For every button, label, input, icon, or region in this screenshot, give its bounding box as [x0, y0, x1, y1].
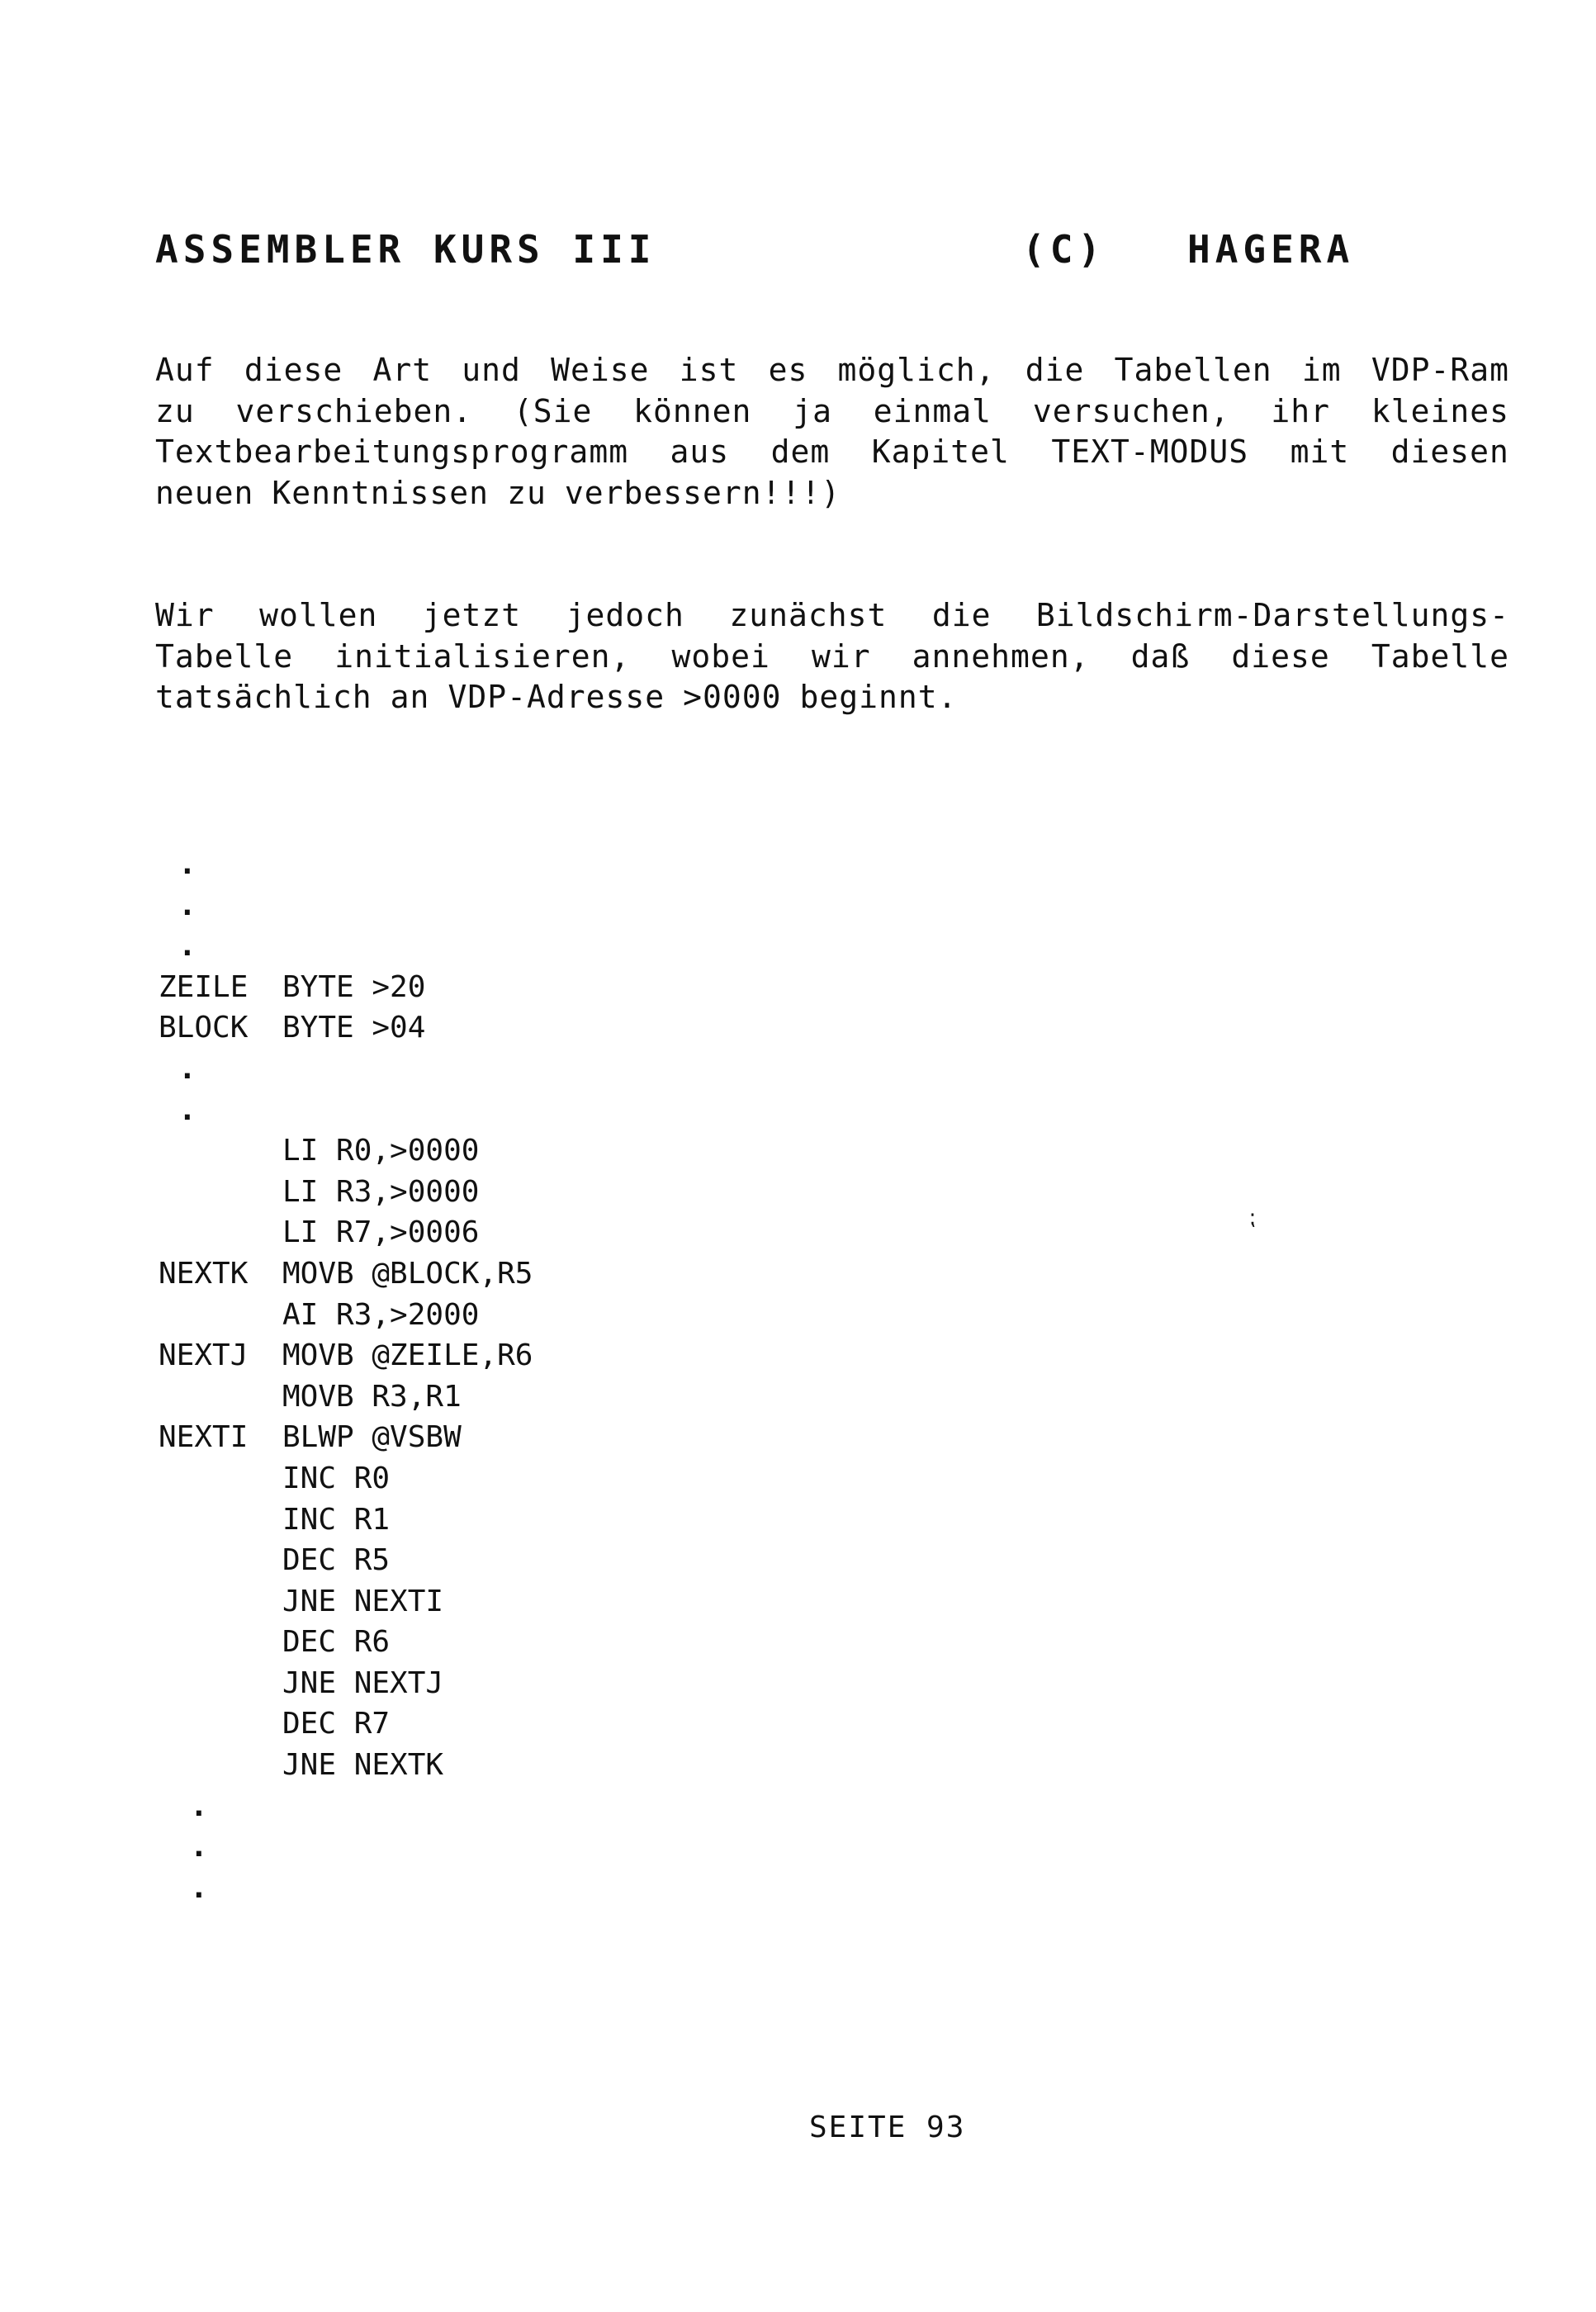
text-line [155, 432, 1509, 473]
word: einmal [873, 392, 992, 429]
ellipsis-dot: . [178, 929, 197, 964]
code-instruction: INC R1 [282, 1502, 391, 1537]
code-line [159, 967, 1149, 1008]
word: möglich, [837, 352, 996, 388]
code-line [159, 1499, 1149, 1541]
intro-paragraph [155, 350, 1509, 514]
code-line [159, 1007, 1149, 1049]
code-instruction: LI R0,>0000 [282, 1134, 480, 1168]
word: wobei [671, 637, 770, 675]
course-title: ASSEMBLER KURS III [155, 227, 656, 272]
code-instruction: LI R3,>0000 [282, 1174, 480, 1209]
ellipsis-dot: . [190, 1870, 208, 1905]
word: beginnt. [799, 679, 958, 715]
code-line [159, 1745, 1149, 1786]
ellipsis-dot: . [178, 888, 197, 922]
code-line [159, 1663, 1149, 1704]
code-line [159, 1172, 1149, 1213]
word: VDP-Ram [1371, 352, 1509, 388]
word: Tabelle [1371, 637, 1509, 675]
word: mit [1290, 434, 1350, 470]
assembler-listing [159, 844, 1149, 1908]
code-instruction: AI R3,>2000 [282, 1297, 480, 1332]
word: Tabellen [1114, 352, 1272, 388]
code-instruction: JNE NEXTI [282, 1584, 444, 1618]
ellipsis-dot: . [190, 1830, 208, 1864]
ellipsis-row [159, 844, 1149, 885]
word: Art [372, 352, 433, 388]
word: initialisieren, [334, 637, 631, 675]
stray-mark: ⁏ [1248, 1206, 1256, 1230]
ellipsis-row [159, 1049, 1149, 1090]
ellipsis-dot: . [178, 1051, 197, 1086]
code-instruction: BYTE >04 [282, 1011, 426, 1045]
word: es [768, 352, 808, 388]
code-line [159, 1458, 1149, 1499]
text-line [155, 473, 1509, 514]
word: diesen [1390, 434, 1509, 470]
word: wollen [259, 597, 378, 633]
word: daß [1130, 637, 1191, 675]
ellipsis-row [159, 1826, 1149, 1868]
page-number: SEITE 93 [809, 2111, 966, 2144]
text-line [155, 595, 1509, 637]
code-instruction: DEC R7 [282, 1707, 391, 1741]
code-label: NEXTK [159, 1256, 249, 1291]
code-line [159, 1581, 1149, 1623]
code-instruction: LI R7,>0006 [282, 1215, 480, 1250]
word: diese [1231, 637, 1330, 675]
code-instruction: BLWP @VSBW [282, 1420, 462, 1455]
code-line [159, 1622, 1149, 1663]
code-line [159, 1335, 1149, 1376]
word: zu [507, 474, 547, 511]
word: die [1025, 352, 1085, 388]
word: annehmen, [912, 637, 1090, 675]
word: Kenntnissen [272, 474, 490, 511]
word: diese [244, 352, 343, 388]
code-line [159, 1703, 1149, 1745]
code-line [159, 1130, 1149, 1172]
code-instruction: INC R0 [282, 1461, 391, 1495]
word: VDP-Adresse [448, 679, 665, 715]
code-line [159, 1295, 1149, 1336]
word: zunächst [729, 597, 888, 633]
word: (Sie [513, 392, 593, 429]
code-line [159, 1417, 1149, 1458]
word: tatsächlich [155, 679, 372, 715]
word: dem [770, 434, 831, 470]
text-line [155, 391, 1509, 433]
word: und [462, 352, 521, 388]
ellipsis-dot: . [178, 1092, 197, 1127]
word: ja [793, 392, 832, 429]
word: wir [811, 637, 871, 675]
code-label: NEXTJ [159, 1338, 249, 1373]
word: Auf [155, 352, 215, 388]
code-line [159, 1376, 1149, 1418]
code-instruction: DEC R6 [282, 1625, 391, 1660]
word: kleines [1371, 392, 1509, 429]
code-instruction: MOVB R3,R1 [282, 1379, 462, 1414]
ellipsis-row [159, 1868, 1149, 1909]
word: >0000 [683, 679, 782, 715]
code-instruction: JNE NEXTK [282, 1748, 444, 1783]
word: zu [155, 392, 195, 429]
text-line [155, 677, 1509, 718]
code-line [159, 1212, 1149, 1253]
word: ist [679, 352, 739, 388]
ellipsis-row [159, 885, 1149, 926]
code-instruction: DEC R5 [282, 1543, 391, 1578]
word: aus [670, 434, 730, 470]
word: Weise [551, 352, 650, 388]
code-label: NEXTI [159, 1420, 249, 1455]
word: die [931, 597, 992, 633]
word: Kapitel [871, 434, 1010, 470]
word: neuen [155, 474, 254, 511]
author-name: HAGERA [1187, 227, 1355, 272]
word: Tabelle [155, 637, 294, 675]
ellipsis-row [159, 1786, 1149, 1827]
word: Bildschirm-Darstellungs- [1035, 597, 1509, 633]
word: an [390, 679, 430, 715]
text-line [155, 637, 1509, 678]
explanation-paragraph [155, 595, 1509, 718]
code-label: ZEILE [159, 969, 249, 1004]
copyright-mark: (C) [1022, 227, 1106, 272]
code-label: BLOCK [159, 1011, 249, 1045]
code-instruction: JNE NEXTJ [282, 1665, 444, 1700]
code-instruction: MOVB @ZEILE,R6 [282, 1338, 533, 1373]
code-instruction: BYTE >20 [282, 969, 426, 1004]
word: ihr [1271, 392, 1331, 429]
word: können [633, 392, 752, 429]
ellipsis-row [159, 926, 1149, 967]
ellipsis-dot: . [190, 1788, 208, 1823]
text-line [155, 350, 1509, 391]
word: verschieben. [235, 392, 473, 429]
word: im [1301, 352, 1342, 388]
page-title [155, 225, 1509, 274]
word: Textbearbeitungsprogramm [155, 434, 629, 470]
word: TEXT-MODUS [1051, 434, 1249, 470]
code-line [159, 1253, 1149, 1295]
word: jedoch [566, 597, 684, 633]
code-instruction: MOVB @BLOCK,R5 [282, 1256, 533, 1291]
code-line [159, 1540, 1149, 1581]
word: verbessern!!!) [564, 474, 841, 511]
ellipsis-row [159, 1090, 1149, 1131]
word: Wir [155, 597, 215, 633]
ellipsis-dot: . [178, 847, 197, 881]
word: versuchen, [1032, 392, 1230, 429]
word: jetzt [422, 597, 522, 633]
